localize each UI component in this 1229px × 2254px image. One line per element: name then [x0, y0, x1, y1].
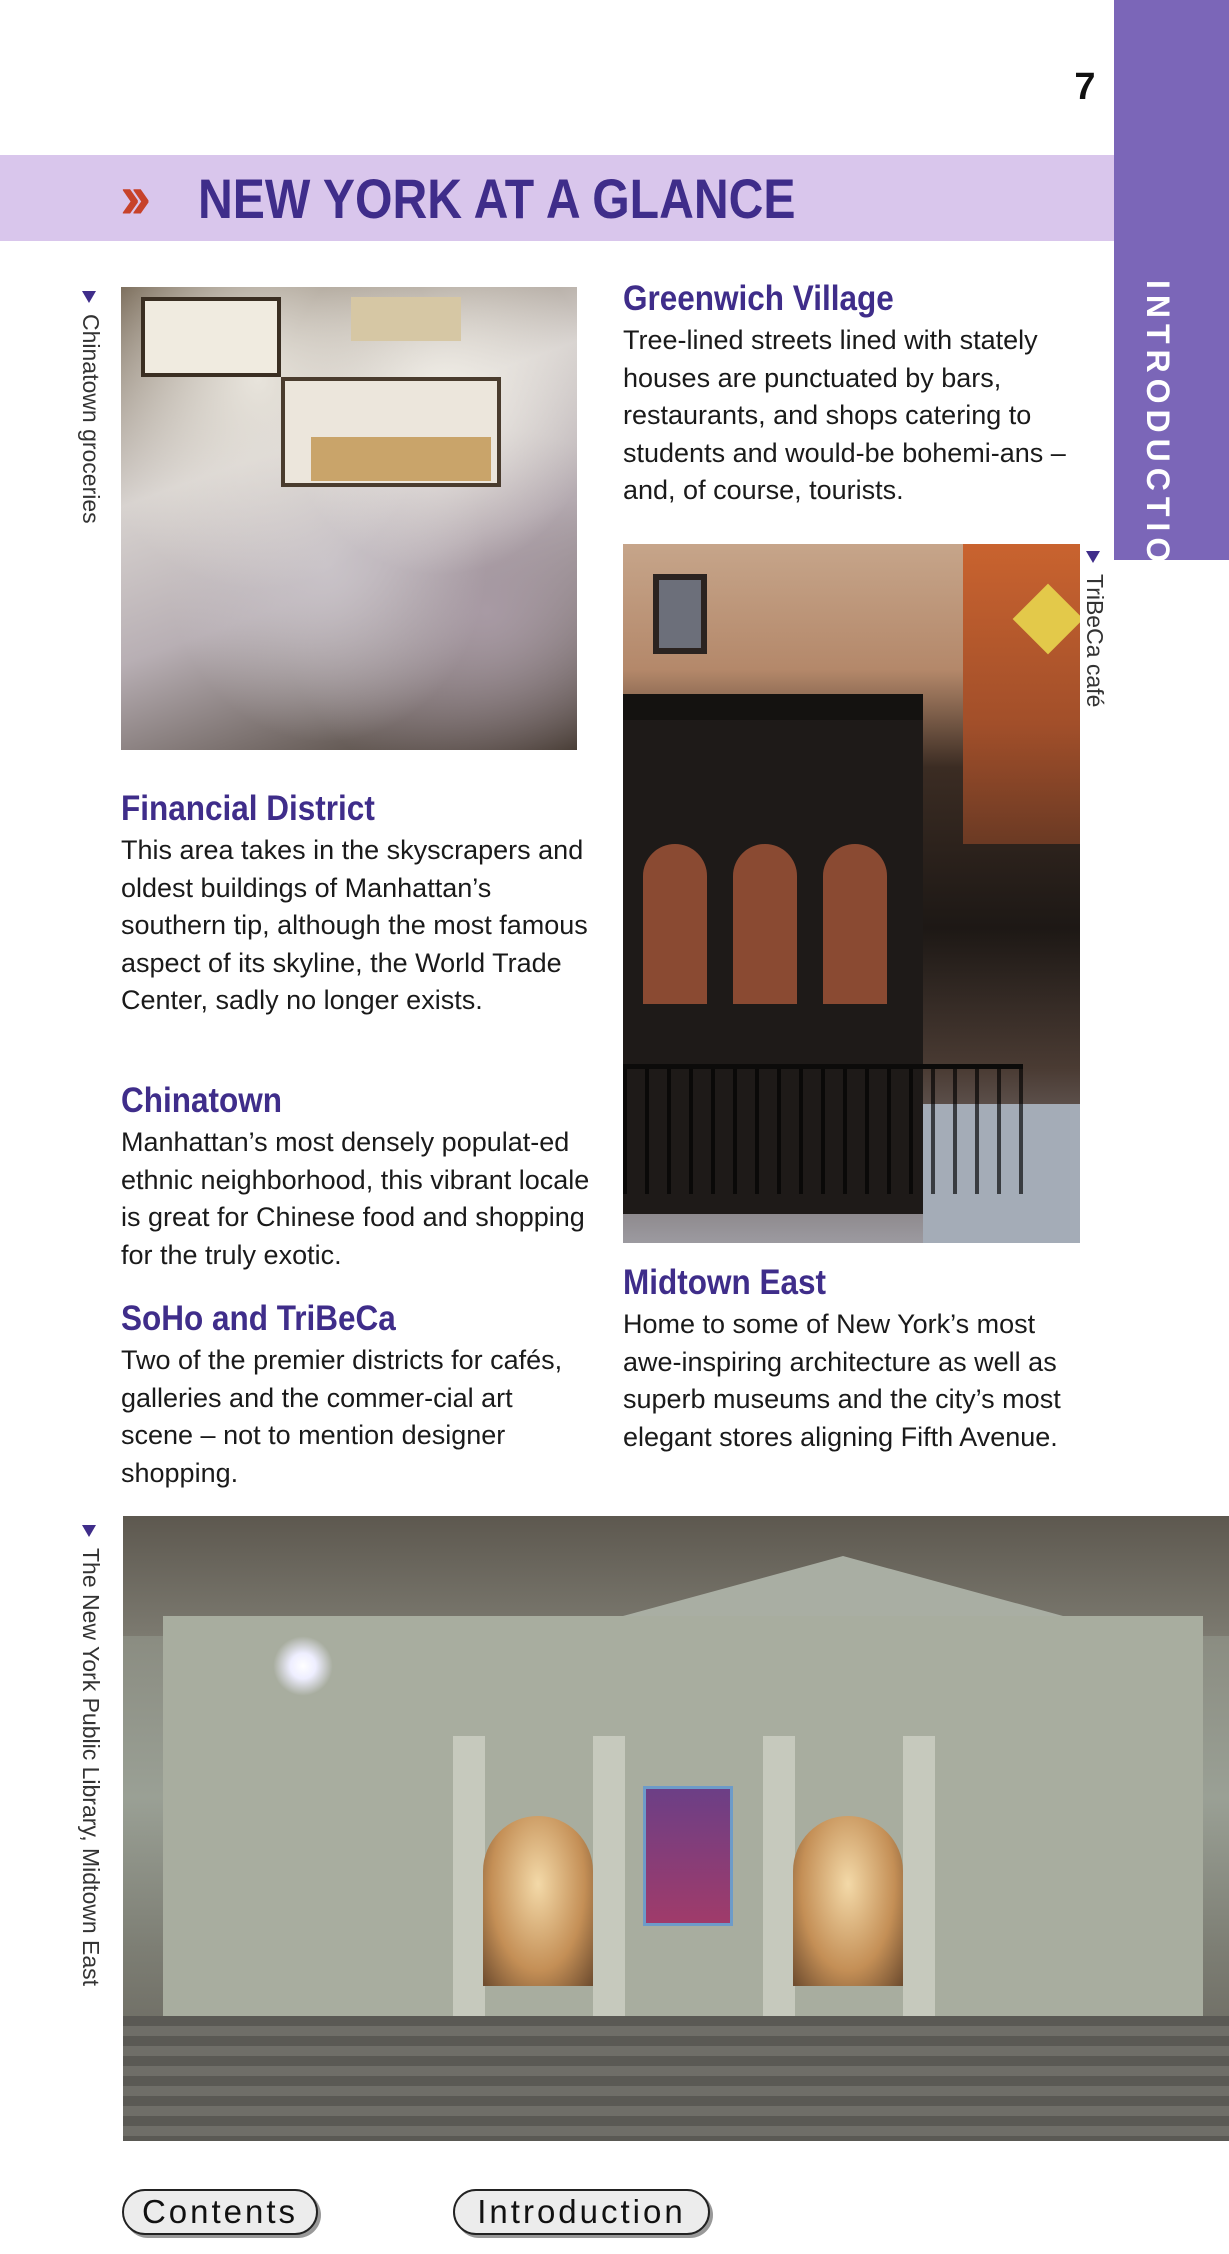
- side-tab-label: INTRODUCTION: [1140, 280, 1176, 598]
- photo-public-library: [123, 1516, 1229, 2141]
- photo-detail: [141, 297, 281, 377]
- contents-button[interactable]: Contents: [122, 2189, 318, 2235]
- photo-detail: [593, 1736, 625, 2016]
- photo-detail: [903, 1736, 935, 2016]
- photo-detail: [273, 1636, 333, 1696]
- body-chinatown: Manhattan’s most densely populat-ed ethnic neighborhood, this vibrant locale is great for Chinese food and shopping for the truly exotic.: [121, 1127, 590, 1270]
- photo-detail: [643, 844, 707, 1004]
- caption-public-library: [77, 1524, 104, 1986]
- page-title: NEW YORK AT A GLANCE: [198, 167, 796, 230]
- caption-text: TriBeCa café: [1082, 574, 1108, 708]
- heading-soho-tribeca: SoHo and TriBeCa: [121, 1299, 396, 1338]
- photo-detail: [823, 844, 887, 1004]
- heading-midtown-east: Midtown East: [623, 1263, 827, 1302]
- caption-chinatown-groceries: [77, 290, 104, 524]
- caption-triangle-icon: [82, 1525, 96, 1537]
- caption-text: The New York Public Library, Midtown East: [78, 1548, 104, 1987]
- photo-tribeca-cafe: [623, 544, 1080, 1243]
- photo-detail: [653, 574, 707, 654]
- caption-text: Chinatown groceries: [78, 314, 104, 524]
- photo-detail: [793, 1816, 903, 1986]
- photo-detail: [623, 1556, 1063, 1616]
- body-greenwich-village: Tree-lined streets lined with stately houses are punctuated by bars, restaurants, and shops catering to students and would-be bohemi-ans – and, of course, tourists.: [623, 325, 1066, 505]
- photo-detail: [623, 1064, 1023, 1194]
- photo-detail: [483, 1816, 593, 1986]
- heading-financial-district: Financial District: [121, 789, 375, 828]
- photo-detail: [733, 844, 797, 1004]
- heading-chinatown: Chinatown: [121, 1081, 282, 1120]
- introduction-button[interactable]: Introduction: [453, 2189, 710, 2235]
- body-financial-district: This area takes in the skyscrapers and oldest buildings of Manhattan’s southern tip, although the most famous aspect of its skyline, the World Trade Center, sadly no longer exists.: [121, 835, 588, 1015]
- caption-tribeca-cafe: [1081, 550, 1108, 707]
- photo-detail: [643, 1786, 733, 1926]
- heading-greenwich-village: Greenwich Village: [623, 279, 894, 318]
- photo-detail: [311, 437, 491, 481]
- caption-triangle-icon: [1086, 551, 1100, 563]
- chevron-icon: ››: [120, 163, 142, 232]
- photo-detail: [763, 1736, 795, 2016]
- photo-detail: [963, 544, 1080, 844]
- page-number: 7: [1074, 66, 1096, 108]
- photo-detail: [351, 297, 461, 341]
- caption-triangle-icon: [82, 291, 96, 303]
- body-soho-tribeca: Two of the premier districts for cafés, galleries and the commer-cial art scene – not to mention designer shopping.: [121, 1345, 563, 1488]
- photo-chinatown-groceries: [121, 287, 577, 750]
- photo-detail: [123, 2016, 1229, 2141]
- photo-detail: [453, 1736, 485, 2016]
- body-midtown-east: Home to some of New York’s most awe-inspiring architecture as well as superb museums and the city’s most elegant stores aligning Fifth Avenue.: [623, 1309, 1061, 1452]
